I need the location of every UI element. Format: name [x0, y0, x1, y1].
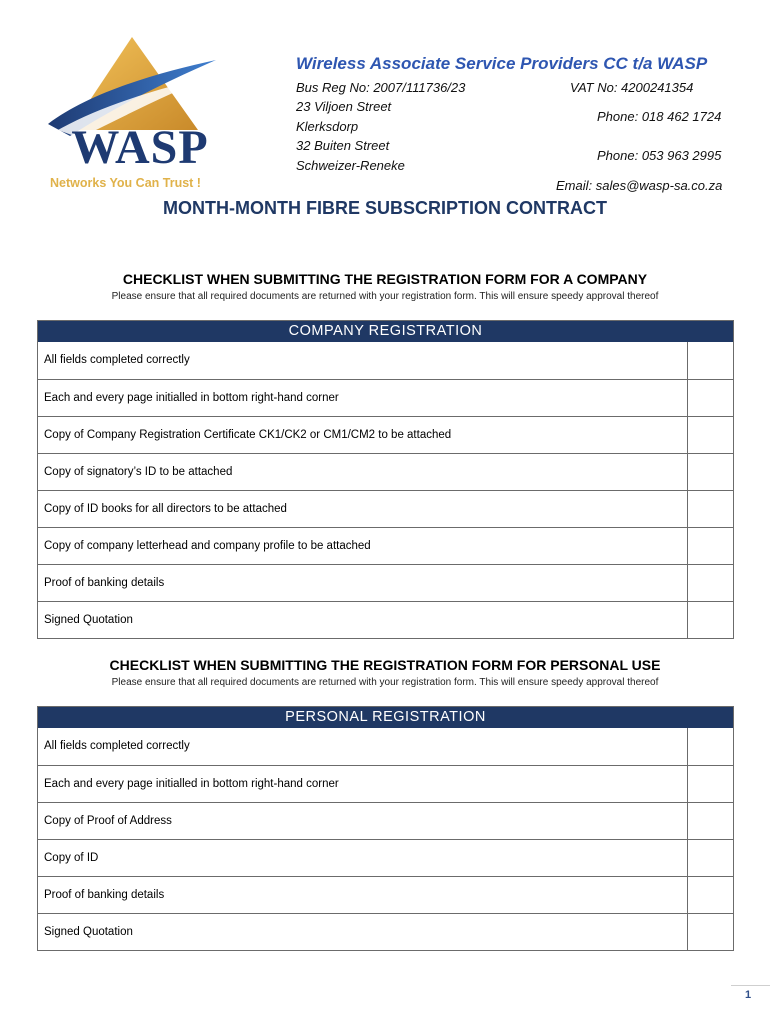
checklist-checkbox[interactable] [687, 454, 733, 490]
checklist-item-label: Signed Quotation [44, 926, 133, 938]
checklist-checkbox[interactable] [687, 528, 733, 564]
checklist-checkbox[interactable] [687, 728, 733, 765]
phone-schweizer: Phone: 053 963 2995 [597, 148, 722, 163]
vat-number: VAT No: 4200241354 [570, 80, 694, 95]
checklist-checkbox[interactable] [687, 380, 733, 416]
checklist-item-label: Signed Quotation [44, 614, 133, 626]
checklist-item-label: All fields completed correctly [44, 354, 190, 366]
personal-registration-table [37, 706, 734, 951]
checklist-checkbox[interactable] [687, 342, 733, 379]
checklist-checkbox[interactable] [687, 565, 733, 601]
checklist-checkbox[interactable] [687, 803, 733, 839]
checklist-checkbox[interactable] [687, 417, 733, 453]
page-number-box [731, 985, 770, 1006]
address2-street: 32 Buiten Street [296, 138, 390, 153]
personal-checklist-title: CHECKLIST WHEN SUBMITTING THE REGISTRATION FORM FOR PERSONAL USE [109, 657, 661, 673]
checklist-item-label: Each and every page initialled in bottom right-hand corner [44, 778, 339, 790]
checklist-item-label: Copy of Company Registration Certificate CK1/CK2 or CM1/CM2 to be attached [44, 429, 452, 441]
email-address: Email: sales@wasp-sa.co.za [556, 178, 723, 193]
table-row [38, 453, 733, 490]
table-row [38, 876, 733, 913]
checklist-item-label: Copy of ID books for all directors to be attached [44, 503, 287, 515]
company-checklist-title: CHECKLIST WHEN SUBMITTING THE REGISTRATION FORM FOR A COMPANY [122, 271, 648, 287]
company-logo [40, 32, 240, 192]
checklist-checkbox[interactable] [687, 877, 733, 913]
personal-checklist-subtitle: Please ensure that all required documents are returned with your registration form. This will ensure speedy approval thereof [111, 677, 659, 688]
table-row [38, 342, 733, 379]
table-row [38, 765, 733, 802]
table-row [38, 913, 733, 950]
document-title: MONTH-MONTH FIBRE SUBSCRIPTION CONTRACT [163, 198, 607, 218]
company-table-header: COMPANY REGISTRATION [38, 321, 733, 342]
address2-town: Schweizer-Reneke [296, 158, 405, 173]
table-row [38, 416, 733, 453]
logo-wordmark: WASP [71, 121, 209, 174]
company-table-body [38, 342, 733, 638]
table-row [38, 728, 733, 765]
table-row [38, 839, 733, 876]
address1-street: 23 Viljoen Street [296, 99, 392, 114]
checklist-item-label: Copy of Proof of Address [44, 815, 172, 827]
checklist-checkbox[interactable] [687, 914, 733, 950]
table-row [38, 527, 733, 564]
checklist-item-label: Proof of banking details [44, 577, 165, 589]
table-row [38, 379, 733, 416]
checklist-item-label: Copy of signatory’s ID to be attached [44, 466, 233, 478]
table-row [38, 564, 733, 601]
company-name: Wireless Associate Service Providers CC t/a WASP [296, 54, 708, 73]
checklist-item-label: Proof of banking details [44, 889, 165, 901]
page-number: 1 [745, 989, 752, 1001]
checklist-item-label: Copy of company letterhead and company profile to be attached [44, 540, 371, 552]
address1-town: Klerksdorp [296, 119, 359, 134]
checklist-checkbox[interactable] [687, 766, 733, 802]
table-row [38, 601, 733, 638]
personal-table-header: PERSONAL REGISTRATION [38, 707, 733, 728]
personal-table-body [38, 728, 733, 950]
checklist-checkbox[interactable] [687, 602, 733, 638]
table-row [38, 490, 733, 527]
checklist-checkbox[interactable] [687, 491, 733, 527]
company-checklist-subtitle: Please ensure that all required documents are returned with your registration form. This will ensure speedy approval thereof [111, 291, 659, 302]
logo-tagline: Networks You Can Trust ! [50, 176, 201, 190]
table-row [38, 802, 733, 839]
checklist-checkbox[interactable] [687, 840, 733, 876]
bus-reg-number: Bus Reg No: 2007/111736/23 [296, 80, 466, 95]
checklist-item-label: Copy of ID [44, 852, 99, 864]
checklist-item-label: All fields completed correctly [44, 740, 190, 752]
company-registration-table [37, 320, 734, 639]
phone-klerksdorp: Phone: 018 462 1724 [597, 109, 722, 124]
checklist-item-label: Each and every page initialled in bottom right-hand corner [44, 392, 339, 404]
